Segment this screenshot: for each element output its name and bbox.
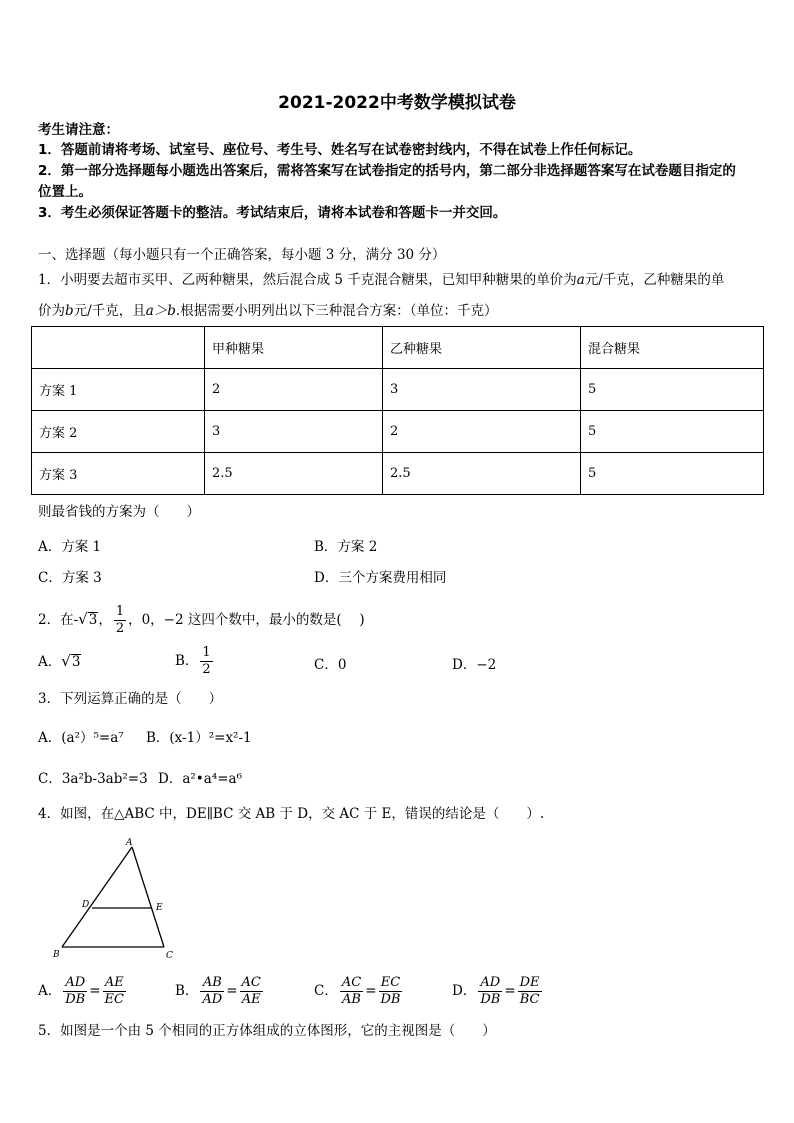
table-header-cell: 甲种糖果: [205, 327, 383, 369]
q4-c-label: C．: [314, 983, 338, 999]
q4-option-b[interactable]: [175, 975, 265, 1008]
table-cell: 方案 1: [32, 369, 205, 411]
q1-table: [31, 326, 764, 495]
q2-prefix: 2．在-: [38, 612, 79, 628]
q4-option-a[interactable]: [38, 975, 128, 1008]
frac-num: EC: [380, 975, 401, 990]
frac-den: AB: [340, 991, 363, 1008]
q4-a-label: A．: [38, 983, 62, 999]
q2-option-c[interactable]: C．0: [314, 657, 347, 673]
table-cell: 2.5: [205, 453, 383, 495]
q1-question: 则最省钱的方案为（ ）: [38, 504, 200, 520]
q2-option-d[interactable]: D．−2: [452, 657, 497, 673]
table-cell: 2.5: [383, 453, 581, 495]
q2-b-den: 2: [202, 662, 211, 677]
sqrt-icon: √: [61, 652, 71, 670]
frac-num: AD: [480, 975, 501, 990]
notice-heading: 考生请注意：: [38, 122, 119, 138]
q2-a-label: A．: [38, 654, 62, 670]
q1-line2: [38, 302, 497, 320]
q2-option-b[interactable]: [175, 643, 215, 679]
notice-item-1: 1．答题前请将考场、试室号、座位号、考生号、姓名写在试卷密封线内，不得在试卷上作任何标记。: [38, 142, 642, 158]
q2-question: [38, 600, 365, 639]
table-cell: 5: [581, 369, 764, 411]
q2-suffix: ，0，−2 这四个数中，最小的数是( ): [128, 612, 365, 628]
q1-option-a[interactable]: A．方案 1: [38, 539, 102, 555]
page-title: 2021-2022中考数学模拟试卷: [278, 93, 516, 113]
frac-den: AE: [240, 991, 263, 1008]
label-a: A: [126, 838, 133, 848]
table-cell: 方案 3: [32, 453, 205, 495]
fraction: [518, 975, 542, 1008]
table-cell: 2: [383, 411, 581, 453]
q2-frac-den: 2: [115, 621, 125, 636]
q2-a-radicand: 3: [71, 654, 81, 670]
notice-item-3: 3．考生必须保证答题卡的整洁。考试结束后，请将本试卷和答题卡一并交回。: [38, 205, 507, 221]
q1-option-b[interactable]: B．方案 2: [314, 539, 378, 555]
fraction: [240, 975, 263, 1008]
q4-question: 4．如图，在△ABC 中，DE∥BC 交 AB 于 D，交 AC 于 E，错误的结论是（ ）.: [38, 806, 545, 822]
frac-den: AD: [202, 992, 223, 1007]
q2-b-num: 1: [202, 645, 211, 660]
q1-text-e: .根据需要小明列出以下三种混合方案：（单位：千克）: [175, 303, 498, 319]
frac-num: AE: [104, 975, 124, 990]
notice-item-2: 2．第一部分选择题每小题选出答案后，需将答案写在试卷指定的括号内，第二部分非选择题答案写在试卷题目指定的: [38, 163, 736, 179]
fraction: [103, 975, 126, 1008]
q1-text-c: 价为: [38, 303, 65, 319]
q5-question: 5．如图是一个由 5 个相同的正方体组成的立体图形，它的主视图是（ ）: [38, 1023, 496, 1039]
q1-option-d[interactable]: D．三个方案费用相同: [314, 570, 447, 586]
q1-var-b: b: [65, 303, 74, 319]
frac-num: AC: [341, 975, 362, 990]
q3-option-d[interactable]: D．a²•a⁴=a⁶: [158, 771, 242, 787]
table-cell: 5: [581, 411, 764, 453]
q1-option-c[interactable]: C．方案 3: [38, 570, 102, 586]
q3-option-b[interactable]: B．(x-1）²=x²-1: [146, 730, 252, 746]
q2-option-a[interactable]: [38, 643, 81, 680]
q1-text-a: 1．小明要去超市买甲、乙两种糖果，然后混合成 5 千克混合糖果，已知甲种糖果的单价为: [38, 272, 577, 288]
section-heading: 一、选择题（每小题只有一个正确答案，每小题 3 分，满分 30 分）: [38, 247, 446, 263]
q4-option-c[interactable]: [314, 975, 404, 1008]
frac-den: DB: [380, 992, 401, 1007]
frac-num: AD: [65, 975, 86, 990]
q2-radicand: 3: [88, 612, 98, 628]
fraction: [200, 975, 224, 1008]
q4-b-label: B．: [175, 983, 199, 999]
side-ac: [132, 847, 164, 947]
q4-option-d[interactable]: [452, 975, 544, 1008]
table-cell: 5: [581, 453, 764, 495]
q2-frac-num: 1: [115, 604, 125, 619]
label-b: B: [53, 950, 60, 960]
table-row: [32, 411, 764, 453]
q1-text-d: 元/千克，且: [73, 303, 146, 319]
fraction: [478, 975, 502, 1008]
q2-b-fraction: [200, 645, 212, 678]
q3-question: 3．下列运算正确的是（ ）: [38, 691, 223, 707]
table-header-row: [32, 327, 764, 369]
equals-sign: =: [89, 983, 101, 999]
fraction: [63, 975, 87, 1008]
table-row: [32, 453, 764, 495]
equals-sign: =: [226, 983, 238, 999]
q2-sep: ，: [98, 612, 112, 628]
label-e: E: [156, 903, 163, 913]
frac-num: AC: [241, 975, 261, 990]
frac-num: AB: [202, 975, 222, 990]
sqrt-icon: √: [78, 610, 88, 628]
frac-den: DB: [65, 992, 86, 1007]
frac-den: BC: [518, 991, 542, 1008]
table-header-cell: 乙种糖果: [383, 327, 581, 369]
q2-b-label: B．: [175, 653, 199, 669]
table-cell: 方案 2: [32, 411, 205, 453]
table-row: [32, 369, 764, 411]
q4-d-label: D．: [452, 983, 477, 999]
label-c: C: [166, 951, 173, 961]
triangle-figure: [50, 835, 180, 965]
q1-var-a: a: [576, 272, 585, 288]
frac-den: DB: [480, 992, 501, 1007]
fraction: [340, 975, 363, 1008]
frac-den: EC: [104, 992, 124, 1007]
table-cell: 2: [205, 369, 383, 411]
fraction: [379, 975, 403, 1008]
q3-option-a[interactable]: A．(a²）⁵=a⁷: [38, 730, 124, 746]
side-ab: [62, 847, 132, 947]
q2-fraction: [114, 604, 126, 637]
q3-option-c[interactable]: C．3a²b-3ab²=3: [38, 771, 148, 787]
table-cell: 3: [205, 411, 383, 453]
q1-text-b: 元/千克，乙种糖果的单: [584, 272, 725, 288]
table-header-cell: 混合糖果: [581, 327, 764, 369]
frac-num: DE: [519, 975, 540, 990]
q1-condition: a＞b: [145, 303, 176, 319]
q1-line1: [38, 271, 724, 289]
equals-sign: =: [504, 983, 516, 999]
notice-item-2-cont: 位置上。: [38, 184, 92, 200]
equals-sign: =: [365, 983, 377, 999]
table-header-cell: [32, 327, 205, 369]
table-cell: 3: [383, 369, 581, 411]
label-d: D: [82, 900, 90, 910]
